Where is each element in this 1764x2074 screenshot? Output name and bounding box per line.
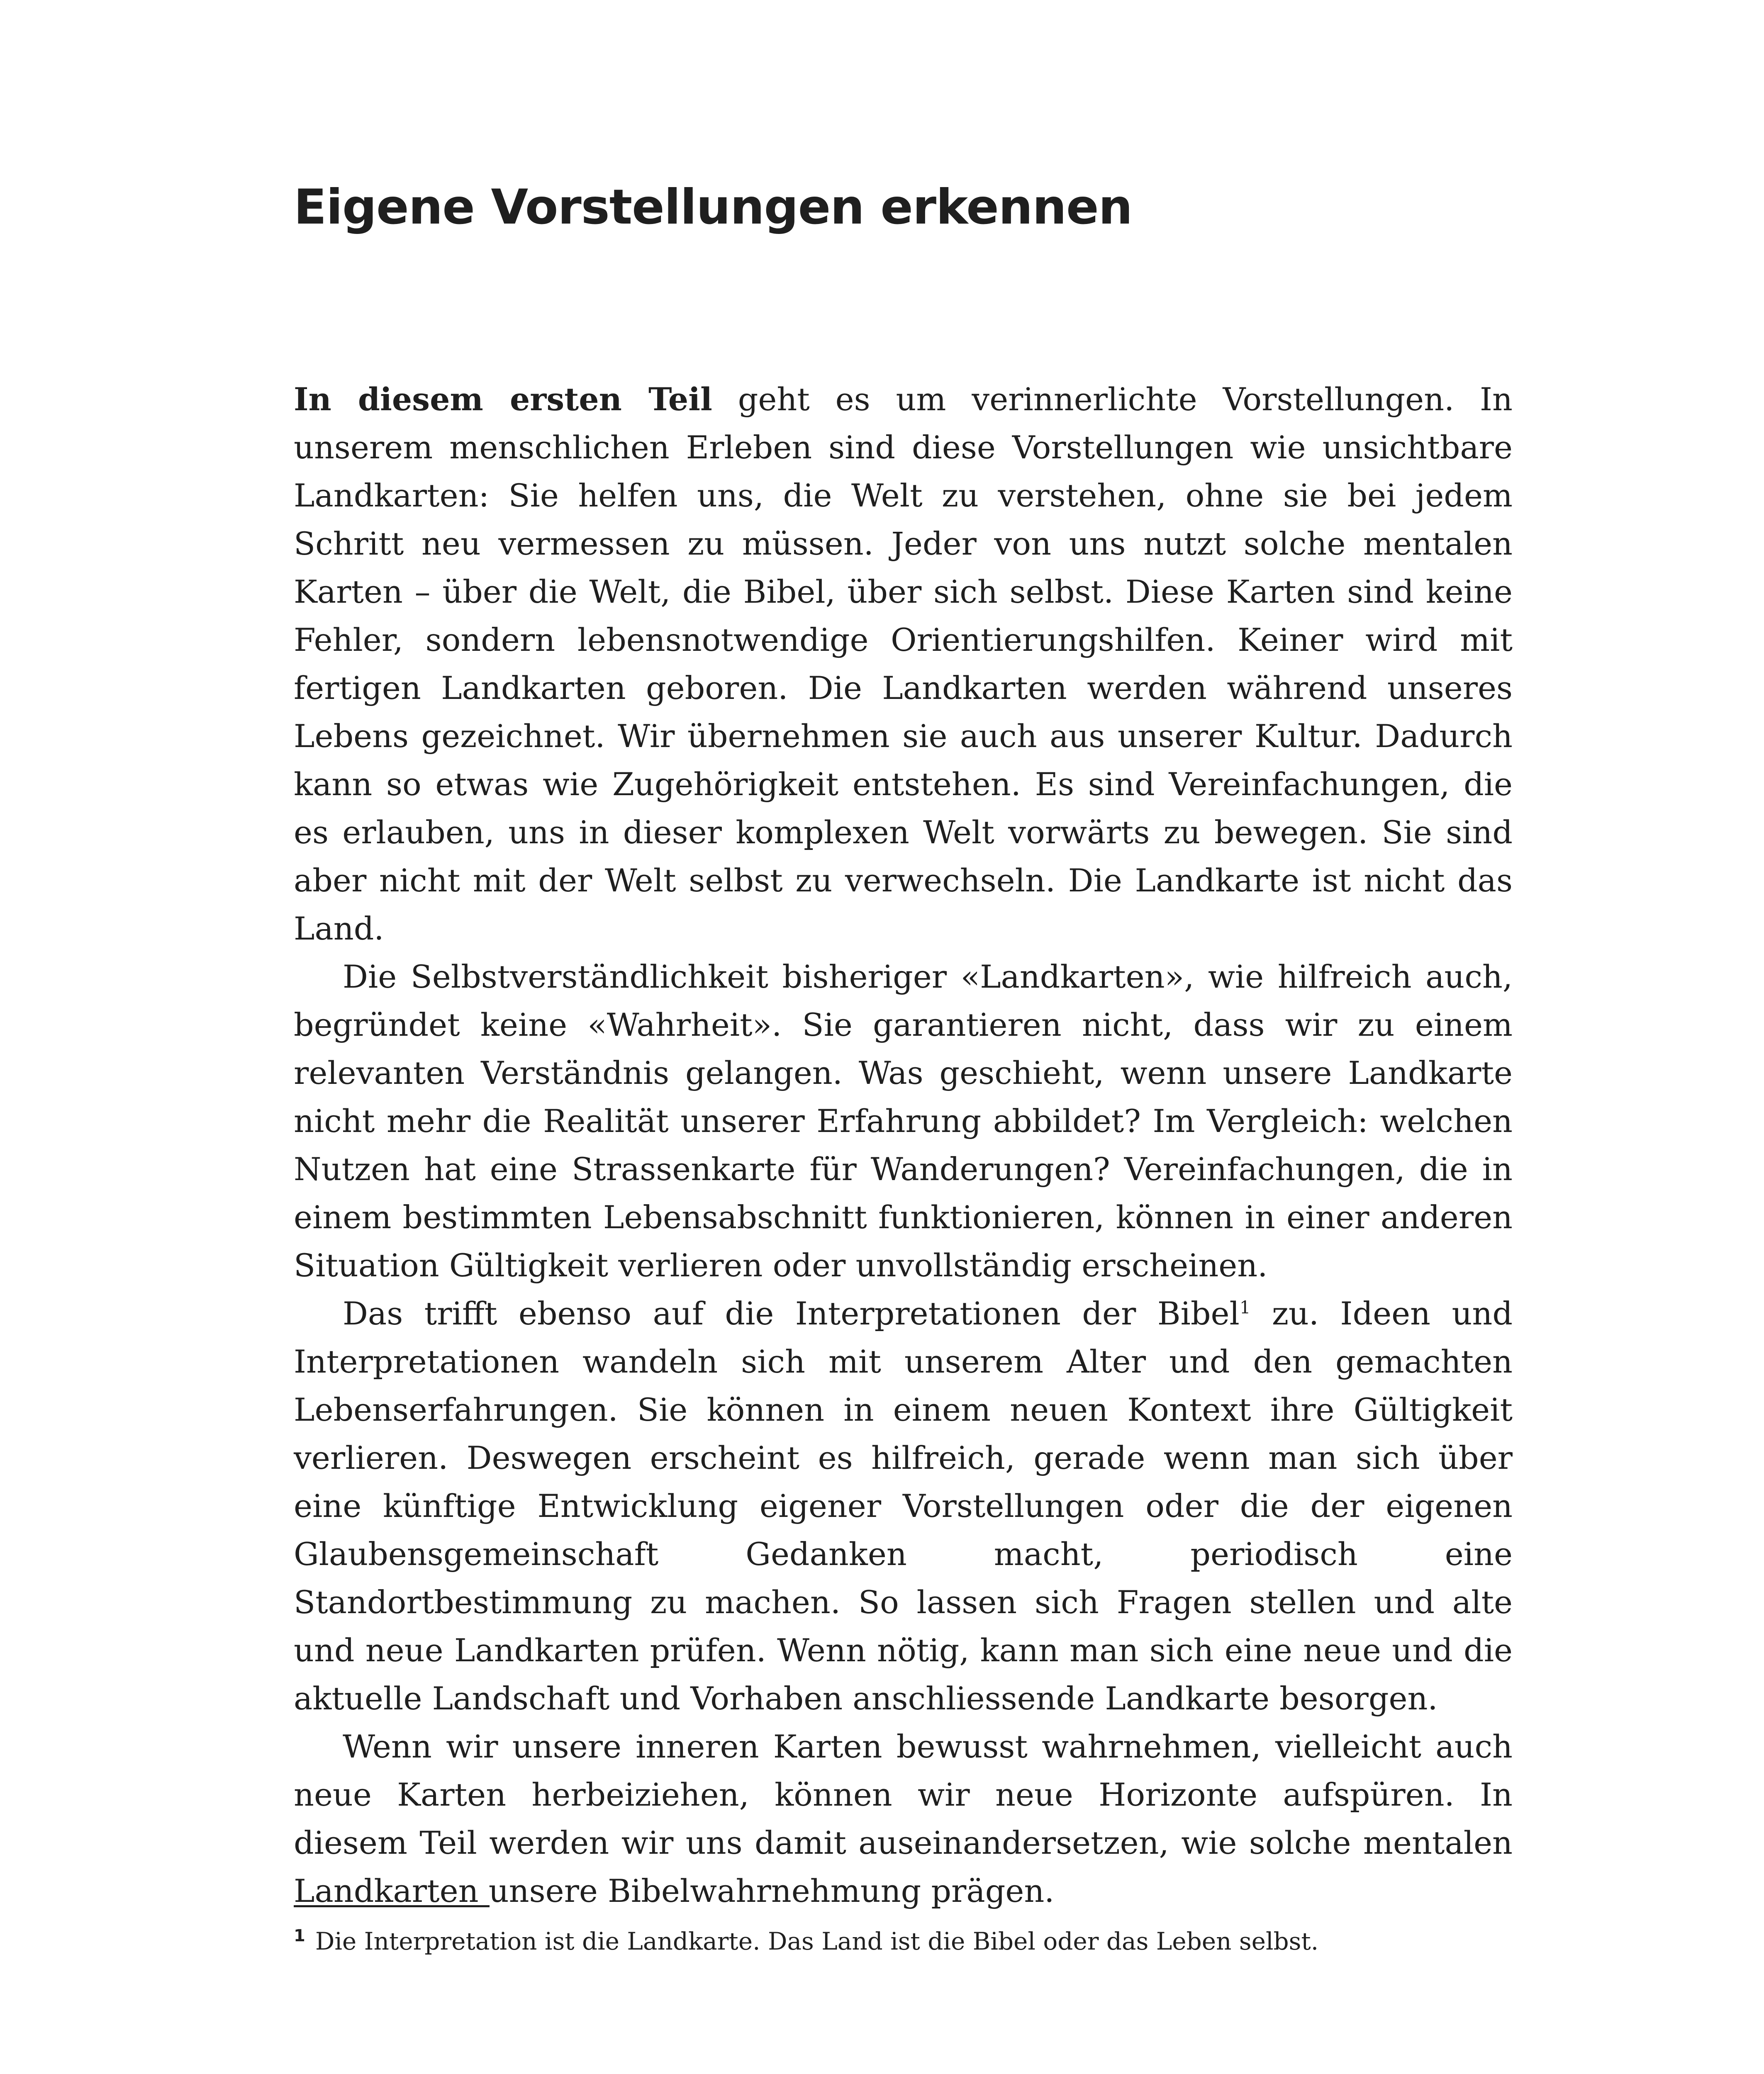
paragraph-3 — [294, 1290, 1513, 1723]
body-text — [294, 375, 1513, 1915]
paragraph-3-text-after-ref: zu. Ideen und Interpretationen wandeln sich mit unserem Alter und den gemachten Lebenserfahrungen. Sie können in einem neuen Kontext ihre Gültigkeit verlieren. Deswegen erscheint es hilfreich, gerade wenn man sich über eine künftige Entwicklung eigener Vorstellungen oder die der eigenen Glaubensgemeinschaft Gedanken macht, periodisch eine Standortbestimmung zu machen. So lassen sich Fragen stellen und alte und neue Landkarten prüfen. Wenn nötig, kann man sich eine neue und die aktuelle Landschaft und Vorhaben anschliessende Landkarte besorgen. — [294, 1295, 1513, 1717]
paragraph-1 — [294, 375, 1513, 953]
paragraph-3-text-before-ref: Das trifft ebenso auf die Interpretationen der Bibel — [343, 1295, 1240, 1332]
footnote-text: Die Interpretation ist die Landkarte. Das Land ist die Bibel oder das Leben selbst. — [315, 1927, 1319, 1955]
paragraph-4: Wenn wir unsere inneren Karten bewusst wahrnehmen, vielleicht auch neue Karten herbeiziehen, können wir neue Horizonte aufspüren. In diesem Teil werden wir uns damit auseinandersetzen, wie solche mentalen Landkarten unsere Bibelwahrnehmung prägen. — [294, 1728, 1513, 1909]
footnote-divider — [294, 1905, 490, 1907]
paragraph-lead: In diesem ersten Teil — [294, 381, 712, 418]
footnote — [294, 1925, 1513, 1958]
paragraph-1-text: geht es um verinnerlichte Vorstellungen. In unserem menschlichen Erleben sind diese Vorstellungen wie unsichtbare Landkarten: Sie helfen uns, die Welt zu verstehen, ohne sie bei jedem Schritt neu vermessen zu müssen. Jeder von uns nutzt solche mentalen Karten – über die Welt, die Bibel, über sich selbst. Diese Karten sind keine Fehler, sondern lebensnotwendige Orientierungshilfen. Keiner wird mit fertigen Landkarten geboren. Die Landkarten werden während unseres Lebens gezeichnet. Wir übernehmen sie auch aus unserer Kultur. Dadurch kann so etwas wie Zugehörigkeit entstehen. Es sind Vereinfachungen, die es erlauben, uns in dieser komplexen Welt vorwärts zu bewegen. Sie sind aber nicht mit der Welt selbst zu verwechseln. Die Landkarte ist nicht das Land. — [294, 381, 1513, 947]
paragraph-2: Die Selbstverständlichkeit bisheriger «Landkarten», wie hilfreich auch, begründet keine «Wahrheit». Sie garantieren nicht, dass wir zu einem relevanten Verständnis gelangen. Was geschieht, wenn unsere Landkarte nicht mehr die Realität unserer Erfahrung abbildet? Im Vergleich: welchen Nutzen hat eine Strassenkarte für Wanderungen? Vereinfachungen, die in einem bestimmten Lebensabschnitt funktionieren, können in einer anderen Situation Gültigkeit verlieren oder unvollständig erscheinen. — [294, 958, 1513, 1284]
footnote-mark: 1 — [294, 1926, 305, 1945]
chapter-heading: Eigene Vorstellungen erkennen — [294, 179, 1133, 235]
footnote-reference: 1 — [1239, 1297, 1251, 1318]
